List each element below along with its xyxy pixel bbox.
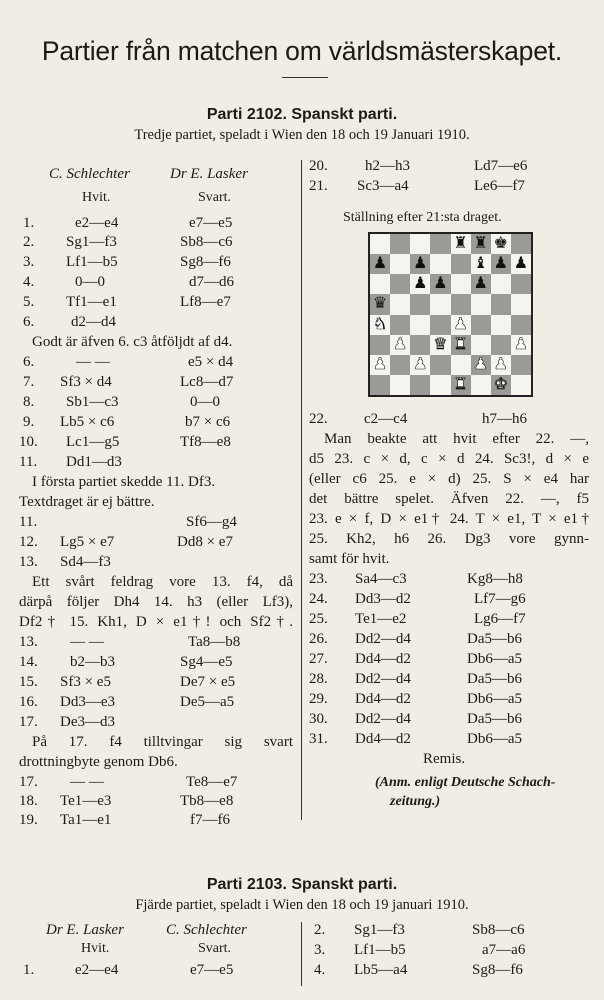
black-move: Le6—f7 (474, 178, 525, 194)
black-move: Sg8—f6 (472, 962, 523, 978)
white-knight-icon: ♞ (372, 315, 388, 333)
black-move: Lf8—e7 (180, 294, 231, 310)
black-move: Db6—a5 (467, 651, 522, 667)
annotation-source-line1: (Anm. enligt Deutsche Schach- (375, 775, 556, 790)
game1-result: Remis. (423, 751, 466, 767)
white-move: — — (70, 634, 104, 650)
move-number: 17. (19, 714, 38, 730)
move-number: 1. (23, 215, 35, 231)
black-move: Te8—e7 (186, 774, 238, 790)
white-move: c2—c4 (364, 411, 408, 427)
white-move: Dd4—d2 (355, 691, 411, 707)
move-number: 26. (309, 631, 328, 647)
move-number: 20. (309, 158, 328, 174)
black-move: d7—d6 (189, 274, 234, 290)
board-square (451, 294, 471, 314)
black-move: Sg4—e5 (180, 654, 233, 670)
move-number: 9. (23, 414, 35, 430)
board-square (390, 234, 410, 254)
board-square (390, 294, 410, 314)
board-square (511, 274, 531, 294)
move-number: 3. (314, 942, 326, 958)
move-number: 3. (23, 254, 35, 270)
white-move: Dd2—d4 (355, 711, 411, 727)
board-square (491, 315, 511, 335)
board-square (491, 375, 511, 395)
black-move: e7—e5 (189, 215, 233, 231)
move-number: 25. (309, 611, 328, 627)
white-queen-icon: ♛ (433, 335, 448, 353)
black-move: De5—a5 (180, 694, 235, 710)
diagram-caption: Ställning efter 21:sta draget. (343, 210, 502, 225)
board-square (491, 294, 511, 314)
move-number: 4. (314, 962, 326, 978)
white-move: e2—e4 (75, 962, 119, 978)
white-move: Te1—e3 (60, 793, 112, 809)
board-square (451, 335, 471, 355)
game1-white-player: C. Schlechter (49, 166, 130, 182)
white-pawn-icon: ♟ (453, 315, 468, 333)
board-square (410, 335, 430, 355)
white-move: — — (70, 774, 104, 790)
move-number: 23. (309, 571, 328, 587)
move-number: 15. (19, 674, 38, 690)
board-square (430, 375, 450, 395)
move-number: 24. (309, 591, 328, 607)
black-pawn-icon: ♟ (433, 275, 448, 293)
move-number: 21. (309, 178, 328, 194)
board-square (471, 335, 491, 355)
game2-white-label: Hvit. (81, 941, 110, 956)
column-divider (301, 160, 302, 820)
game1-black-label: Svart. (198, 190, 232, 205)
move-number: 6. (23, 354, 35, 370)
title-divider (282, 77, 328, 78)
move-number: 2. (23, 234, 35, 250)
game1-note-6: Godt är äfven 6. c3 åtföljdt af d4. (32, 334, 233, 350)
board-square (410, 234, 430, 254)
white-move: Dd3—d2 (355, 591, 411, 607)
board-square (471, 315, 491, 335)
game1-note-22-line5: 23. e × f, D × e1† 24. T × e1, T × e1† (309, 511, 589, 527)
white-rook-icon: ♜ (453, 335, 468, 353)
board-square (471, 254, 491, 274)
board-square (390, 315, 410, 335)
game1-note-11-line1: I första partiet skedde 11. Df3. (32, 474, 216, 490)
game1-note-11-line2: Textdraget är ej bättre. (19, 494, 155, 510)
black-pawn-icon: ♟ (413, 255, 428, 273)
black-move: Kg8—h8 (467, 571, 523, 587)
board-square (511, 315, 531, 335)
board-square (471, 375, 491, 395)
board-square (410, 355, 430, 375)
black-move: De7 × e5 (180, 674, 236, 690)
white-move: Sg1—f3 (354, 922, 405, 938)
white-move: Lb5 × c6 (60, 414, 115, 430)
white-move: h2—h3 (365, 158, 410, 174)
black-move: Sb8—c6 (180, 234, 233, 250)
board-square (370, 274, 390, 294)
white-move: Lg5 × e7 (60, 534, 115, 550)
game1-note-13-line2: därpå följer Dh4 14. h3 (eller Lf3), (19, 594, 293, 610)
white-move: Lb5—a4 (354, 962, 408, 978)
board-square (410, 375, 430, 395)
black-move: Sg8—f6 (180, 254, 231, 270)
board-square (430, 294, 450, 314)
black-move: Da5—b6 (467, 711, 522, 727)
board-square (370, 375, 390, 395)
board-square (491, 234, 511, 254)
white-move: Dd3—e3 (60, 694, 115, 710)
board-square (390, 254, 410, 274)
column-divider-2 (301, 922, 302, 986)
game1-note-22-line7: samt för hvit. (309, 551, 390, 567)
board-square (471, 234, 491, 254)
move-number: 8. (23, 394, 35, 410)
move-number: 2. (314, 922, 326, 938)
board-square (430, 335, 450, 355)
board-square (451, 274, 471, 294)
game2-white-player: Dr E. Lasker (46, 922, 124, 938)
board-square (511, 335, 531, 355)
move-number: 28. (309, 671, 328, 687)
move-number: 19. (19, 812, 38, 828)
move-number: 5. (23, 294, 35, 310)
move-number: 12. (19, 534, 38, 550)
white-move: Dd1—d3 (66, 454, 122, 470)
black-pawn-icon: ♟ (413, 275, 428, 293)
black-move: Tf8—e8 (180, 434, 231, 450)
white-pawn-icon: ♟ (393, 335, 408, 353)
white-move: Sa4—c3 (355, 571, 407, 587)
board-square (471, 355, 491, 375)
game1-note-22-line3: (eller c6 25. e × d) 25. S × e4 har (309, 471, 589, 487)
game1-black-player: Dr E. Lasker (170, 166, 248, 182)
white-move: Sb1—c3 (66, 394, 119, 410)
move-number: 31. (309, 731, 328, 747)
board-square (370, 294, 390, 314)
black-move: Ta8—b8 (188, 634, 241, 650)
move-number: 13. (19, 634, 38, 650)
white-move: Dd2—d4 (355, 671, 411, 687)
black-move: Da5—b6 (467, 671, 522, 687)
game1-note-13-line3: Df2† 15. Kh1, D × e1†! och Sf2†. (19, 614, 293, 630)
white-move: — — (76, 354, 110, 370)
black-move: Sb8—c6 (472, 922, 525, 938)
white-move: Sc3—a4 (357, 178, 409, 194)
game1-note-22-line1: Man beakte att hvit efter 22. —, (324, 431, 589, 447)
move-number: 22. (309, 411, 328, 427)
move-number: 11. (19, 514, 38, 530)
board-square (430, 355, 450, 375)
board-square (390, 355, 410, 375)
move-number: 10. (19, 434, 38, 450)
move-number: 16. (19, 694, 38, 710)
white-move: De3—d3 (60, 714, 115, 730)
black-move: h7—h6 (482, 411, 527, 427)
board-square (370, 335, 390, 355)
game2-black-player: C. Schlechter (166, 922, 247, 938)
white-move: b2—b3 (70, 654, 115, 670)
move-number: 29. (309, 691, 328, 707)
black-move: Db6—a5 (467, 691, 522, 707)
game1-note-13-line1: Ett svårt feldrag vore 13. f4, då (32, 574, 293, 590)
annotation-source-line2: zeitung.) (390, 794, 441, 809)
black-rook-icon: ♜ (453, 235, 468, 253)
game1-title: Parti 2102. Spanskt parti. (206, 106, 398, 123)
white-move: Dd4—d2 (355, 651, 411, 667)
board-square (471, 274, 491, 294)
board-square (451, 355, 471, 375)
game2-title: Parti 2103. Spanskt parti. (206, 876, 398, 893)
white-move: 0—0 (75, 274, 105, 290)
move-number: 7. (23, 374, 35, 390)
white-move: Lc1—g5 (66, 434, 120, 450)
board-square (410, 254, 430, 274)
board-square (430, 315, 450, 335)
move-number: 27. (309, 651, 328, 667)
white-move: Tf1—e1 (66, 294, 117, 310)
move-number: 17. (19, 774, 38, 790)
white-move: Dd4—d2 (355, 731, 411, 747)
white-pawn-icon: ♟ (513, 335, 529, 353)
game1-note-22-line2: d5 23. c × d, c × d 24. Sc3!, d × e (309, 451, 589, 467)
board-square (390, 274, 410, 294)
move-number: 11. (19, 454, 38, 470)
black-move: 0—0 (190, 394, 220, 410)
black-move: e7—e5 (190, 962, 234, 978)
board-square (511, 294, 531, 314)
board-square (471, 294, 491, 314)
black-pawn-icon: ♟ (372, 255, 388, 273)
board-square (410, 274, 430, 294)
black-move: a7—a6 (482, 942, 526, 958)
game1-note-17-line1: På 17. f4 tilltvingar sig svart (32, 734, 293, 750)
white-move: Sf3 × e5 (60, 674, 111, 690)
board-square (410, 315, 430, 335)
board-square (390, 335, 410, 355)
black-move: Db6—a5 (467, 731, 522, 747)
black-move: Sf6—g4 (186, 514, 237, 530)
move-number: 6. (23, 314, 35, 330)
game2-black-label: Svart. (198, 941, 232, 956)
page-title: Partier från matchen om världsmästerskapet. (41, 36, 563, 66)
black-king-icon: ♚ (493, 235, 508, 253)
black-move: Ld7—e6 (474, 158, 528, 174)
board-square (370, 254, 390, 274)
black-move: Dd8 × e7 (177, 534, 233, 550)
move-number: 30. (309, 711, 328, 727)
board-square (451, 254, 471, 274)
board-square (491, 254, 511, 274)
board-square (491, 335, 511, 355)
game1-white-label: Hvit. (82, 190, 111, 205)
white-move: Dd2—d4 (355, 631, 411, 647)
black-pawn-icon: ♟ (473, 275, 488, 293)
move-number: 18. (19, 793, 38, 809)
white-king-icon: ♚ (493, 375, 508, 393)
board-square (451, 315, 471, 335)
black-rook-icon: ♜ (473, 235, 488, 253)
board-square (430, 254, 450, 274)
board-square (430, 274, 450, 294)
black-move: Lf7—g6 (474, 591, 526, 607)
black-move: f7—f6 (190, 812, 230, 828)
black-move: e5 × d4 (188, 354, 234, 370)
board-square (430, 234, 450, 254)
board-square (491, 274, 511, 294)
board-square (370, 355, 390, 375)
white-move: Sg1—f3 (66, 234, 117, 250)
board-square (370, 315, 390, 335)
black-move: Da5—b6 (467, 631, 522, 647)
board-square (511, 234, 531, 254)
game1-subtitle: Tredje partiet, speladt i Wien den 18 och 19 Januari 1910. (134, 127, 470, 143)
black-bishop-icon: ♝ (473, 255, 488, 273)
white-pawn-icon: ♟ (413, 355, 428, 373)
board-square (511, 355, 531, 375)
white-pawn-icon: ♟ (372, 355, 388, 373)
board-square (390, 375, 410, 395)
chess-diagram (368, 232, 533, 397)
board-square (370, 234, 390, 254)
black-move: Tb8—e8 (180, 793, 234, 809)
game1-note-17-line2: drottningbyte genom Db6. (19, 754, 178, 770)
black-pawn-icon: ♟ (493, 255, 508, 273)
move-number: 1. (23, 962, 35, 978)
board-square (451, 234, 471, 254)
white-move: Sf3 × d4 (60, 374, 112, 390)
board-square (491, 355, 511, 375)
game1-note-22-line4: det bättre spelet. Äfven 22. —, f5 (309, 491, 589, 507)
move-number: 13. (19, 554, 38, 570)
game2-subtitle: Fjärde partiet, speladt i Wien den 18 och 19 januari 1910. (135, 897, 469, 913)
white-move: Te1—e2 (355, 611, 407, 627)
black-move: Lc8—d7 (180, 374, 234, 390)
white-move: Lf1—b5 (66, 254, 118, 270)
white-pawn-icon: ♟ (473, 355, 488, 373)
white-pawn-icon: ♟ (493, 355, 508, 373)
board-square (410, 294, 430, 314)
move-number: 14. (19, 654, 38, 670)
board-square (451, 375, 471, 395)
move-number: 4. (23, 274, 35, 290)
board-square (511, 254, 531, 274)
white-move: Lf1—b5 (354, 942, 406, 958)
white-move: Ta1—e1 (60, 812, 112, 828)
board-square (511, 375, 531, 395)
white-move: e2—e4 (75, 215, 119, 231)
black-pawn-icon: ♟ (513, 255, 529, 273)
black-queen-icon: ♛ (372, 295, 388, 313)
white-move: d2—d4 (71, 314, 116, 330)
game1-note-22-line6: 25. Kh2, h6 26. Dg3 vore gynn- (309, 531, 589, 547)
black-move: Lg6—f7 (474, 611, 526, 627)
white-rook-icon: ♜ (453, 375, 468, 393)
white-move: Sd4—f3 (60, 554, 111, 570)
black-move: b7 × c6 (185, 414, 231, 430)
